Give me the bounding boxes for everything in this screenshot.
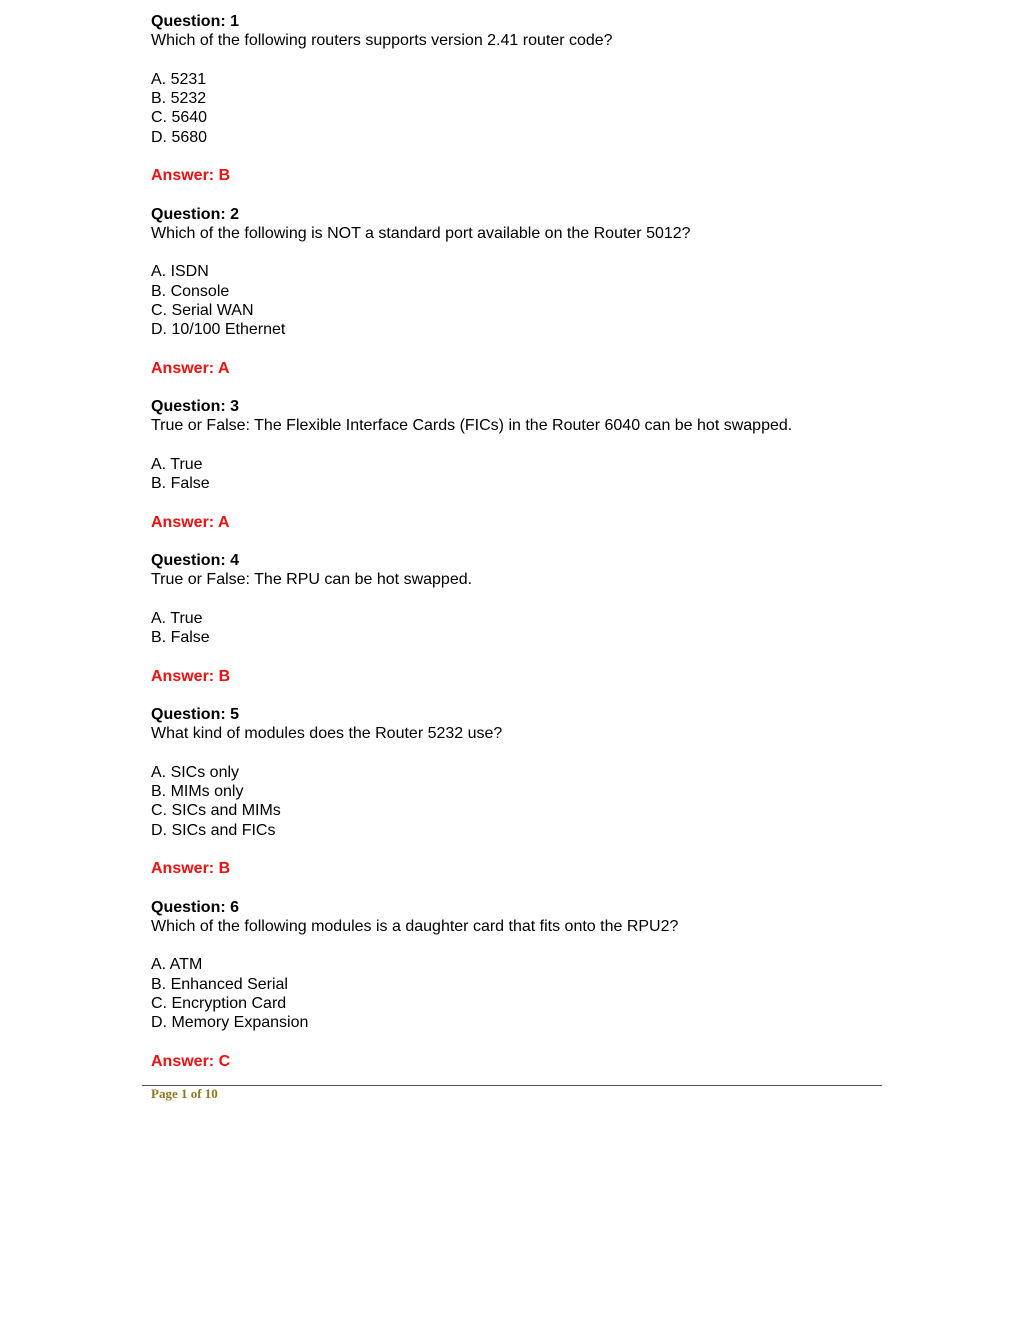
- option-item: A. True: [151, 455, 203, 473]
- option-item: C. SICs and MIMs: [151, 802, 281, 820]
- question-text: Which of the following modules is a daughter card that fits onto the RPU2?: [151, 917, 679, 935]
- option-item: D. Memory Expansion: [151, 1014, 309, 1031]
- question-text: Which of the following is NOT a standard port available on the Router 5012?: [151, 224, 691, 242]
- option-list: [151, 70, 881, 147]
- answer-label: Answer: B: [151, 667, 231, 685]
- option-item: D. 5680: [151, 128, 208, 146]
- option-item: A. SICs only: [151, 763, 240, 781]
- question-title: Question: 4: [151, 552, 240, 569]
- option-list: [151, 455, 881, 494]
- option-item: C. Encryption Card: [151, 994, 287, 1012]
- question-text: True or False: The Flexible Interface Cards (FICs) in the Router 6040 can be hot swapped.: [151, 417, 793, 435]
- question-block: [151, 397, 881, 532]
- option-item: D. 10/100 Ethernet: [151, 321, 286, 338]
- question-title: Question: 6: [151, 898, 240, 916]
- option-item: B. 5232: [151, 90, 207, 107]
- question-block: [151, 898, 881, 1071]
- option-item: B. Enhanced Serial: [151, 975, 288, 993]
- question-list: [151, 12, 881, 1090]
- question-title: Question: 5: [151, 706, 240, 723]
- option-item: A. ISDN: [151, 263, 209, 281]
- option-item: A. 5231: [151, 70, 207, 88]
- question-block: [151, 205, 881, 378]
- option-list: [151, 262, 881, 339]
- option-item: A. True: [151, 609, 203, 627]
- footer-divider: [142, 1085, 882, 1086]
- question-title: Question: 2: [151, 205, 240, 223]
- answer-label: Answer: A: [151, 513, 230, 531]
- option-item: A. ATM: [151, 956, 203, 974]
- option-item: B. False: [151, 475, 210, 492]
- question-block: [151, 551, 881, 686]
- option-item: B. Console: [151, 282, 230, 300]
- option-item: D. SICs and FICs: [151, 821, 276, 839]
- option-list: [151, 763, 881, 840]
- question-block: [151, 12, 881, 185]
- question-text: Which of the following routers supports version 2.41 router code?: [151, 32, 613, 50]
- question-block: [151, 705, 881, 878]
- option-item: C. 5640: [151, 109, 208, 127]
- page-number: Page 1 of 10: [151, 1086, 218, 1101]
- option-list: [151, 609, 881, 648]
- question-text: What kind of modules does the Router 5232 use?: [151, 725, 503, 743]
- option-item: B. False: [151, 629, 210, 646]
- option-item: B. MIMs only: [151, 783, 244, 800]
- answer-label: Answer: B: [151, 860, 231, 877]
- question-title: Question: 1: [151, 13, 240, 30]
- question-title: Question: 3: [151, 398, 240, 415]
- option-item: C. Serial WAN: [151, 301, 254, 319]
- answer-label: Answer: B: [151, 167, 231, 184]
- option-list: [151, 955, 881, 1032]
- answer-label: Answer: C: [151, 1052, 231, 1070]
- answer-label: Answer: A: [151, 359, 230, 377]
- question-text: True or False: The RPU can be hot swapped.: [151, 571, 473, 589]
